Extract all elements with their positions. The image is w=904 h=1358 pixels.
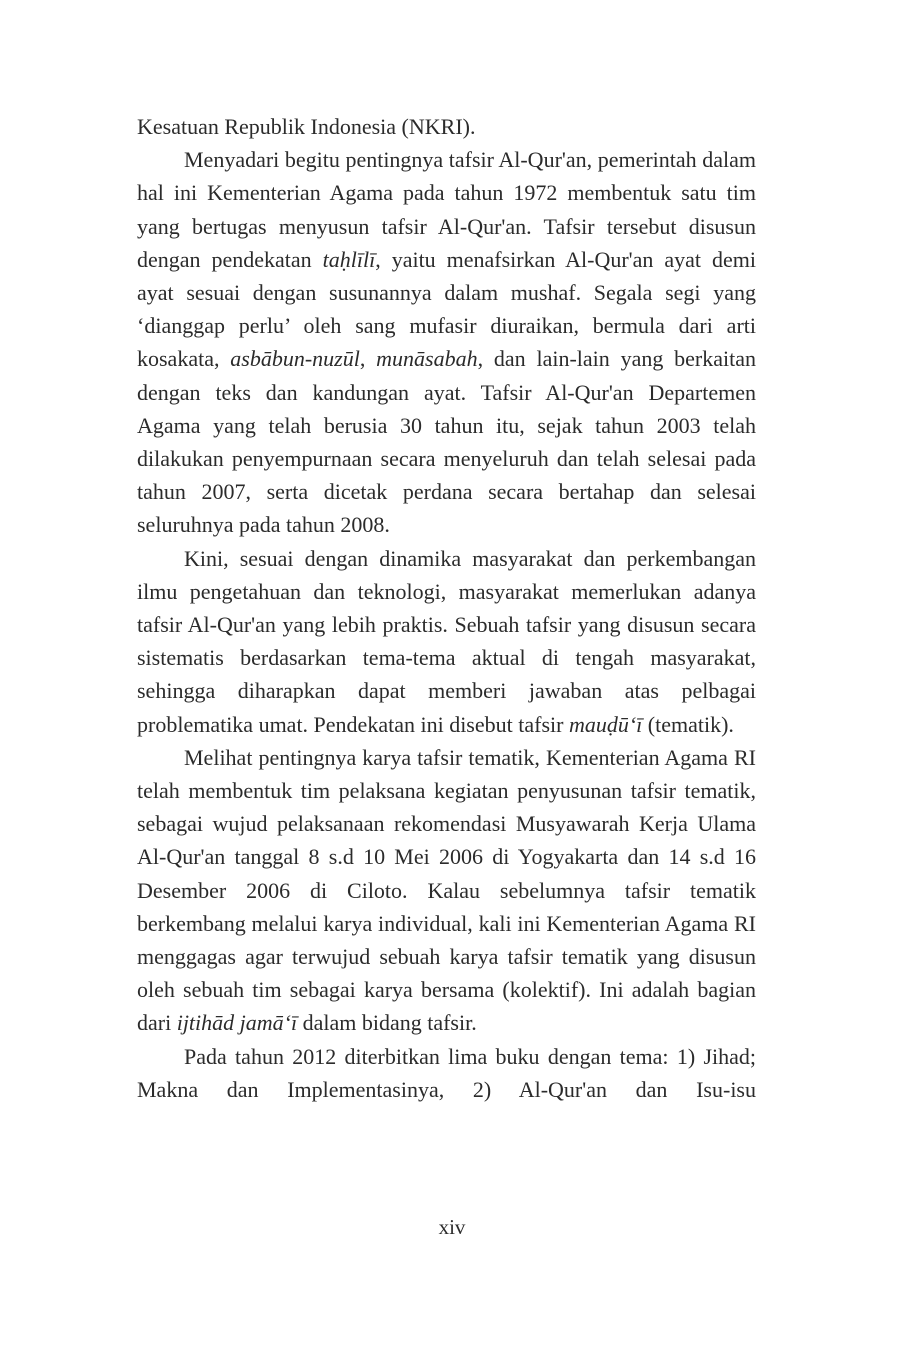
paragraph-continuation bbox=[137, 110, 756, 143]
paragraph-3 bbox=[137, 741, 756, 1040]
paragraph-text: Pada tahun 2012 diterbitkan lima buku dengan tema: 1) Jihad; Makna dan Implementasinya, 2) Al-Qur'an dan Isu-isu bbox=[137, 1043, 756, 1102]
page-number: xiv bbox=[438, 1215, 466, 1239]
italic-term: taḥlīlī bbox=[322, 246, 376, 272]
paragraph-4 bbox=[137, 1040, 756, 1106]
paragraph-text: Kini, sesuai dengan dinamika masyarakat dan perkembangan ilmu pengetahuan dan teknologi, masyarakat memerlukan adanya tafsir Al-Qur'an yang lebih praktis. Sebuah tafsir yang disusun secara sistematis berdasarkan tema-tema aktual di tengah masyarakat, sehingga diharapkan dapat memberi jawaban atas pelbagai problematika umat. Pendekatan ini disebut tafsir bbox=[137, 545, 756, 737]
italic-term: munāsabah bbox=[376, 346, 478, 372]
paragraph-text: , bbox=[359, 346, 377, 372]
paragraph-2 bbox=[137, 542, 756, 741]
italic-term: mauḍū‘ī bbox=[568, 711, 643, 737]
body-text bbox=[137, 110, 756, 1106]
italic-term: ijtihād jamā‘ī bbox=[176, 1010, 298, 1036]
paragraph-text: , yaitu menafsirkan Al-Qur'an ayat demi ayat sesuai dengan susunannya dalam mushaf. Segala segi yang ‘dianggap perlu’ oleh sang mufasir diuraikan, bermula dari arti kosakata, bbox=[137, 246, 756, 372]
paragraph-text: Kesatuan Republik Indonesia (NKRI). bbox=[137, 114, 476, 139]
paragraph-text: Menyadari begitu pentingnya tafsir Al-Qur'an, pemerintah dalam hal ini Kementerian Agama pada tahun 1972 membentuk satu tim yang bertugas menyusun tafsir Al-Qur'an. Tafsir tersebut disusun dengan pendekatan bbox=[137, 147, 756, 272]
paragraph-1 bbox=[137, 143, 756, 541]
paragraph-text: , dan lain-lain yang berkaitan dengan teks dan kandungan ayat. Tafsir Al-Qur'an Departemen Agama yang telah berusia 30 tahun itu, sejak tahun 2003 telah dilakukan penyempurnaan secara menyeluruh dan telah selesai pada tahun 2007, serta dicetak perdana secara bertahap dan selesai seluruhnya pada tahun 2008. bbox=[137, 346, 757, 538]
paragraph-text: (tematik). bbox=[642, 711, 734, 737]
italic-term: asbābun-nuzūl bbox=[230, 346, 360, 372]
paragraph-text: dalam bidang tafsir. bbox=[297, 1010, 477, 1036]
paragraph-text: Melihat pentingnya karya tafsir tematik, Kementerian Agama RI telah membentuk tim pelaksana kegiatan penyusunan tafsir tematik, sebagai wujud pelaksanaan rekomendasi Musyawarah Kerja Ulama Al-Qur'an tanggal 8 s.d 10 Mei 2006 di Yogyakarta dan 14 s.d 16 Desember 2006 di Ciloto. Kalau sebelumnya tafsir tematik berkembang melalui karya individual, kali ini Kementerian Agama RI menggagas agar terwujud sebuah karya tafsir tematik yang disusun oleh sebuah tim sebagai karya bersama (kolektif). Ini adalah bagian dari bbox=[137, 744, 756, 1036]
